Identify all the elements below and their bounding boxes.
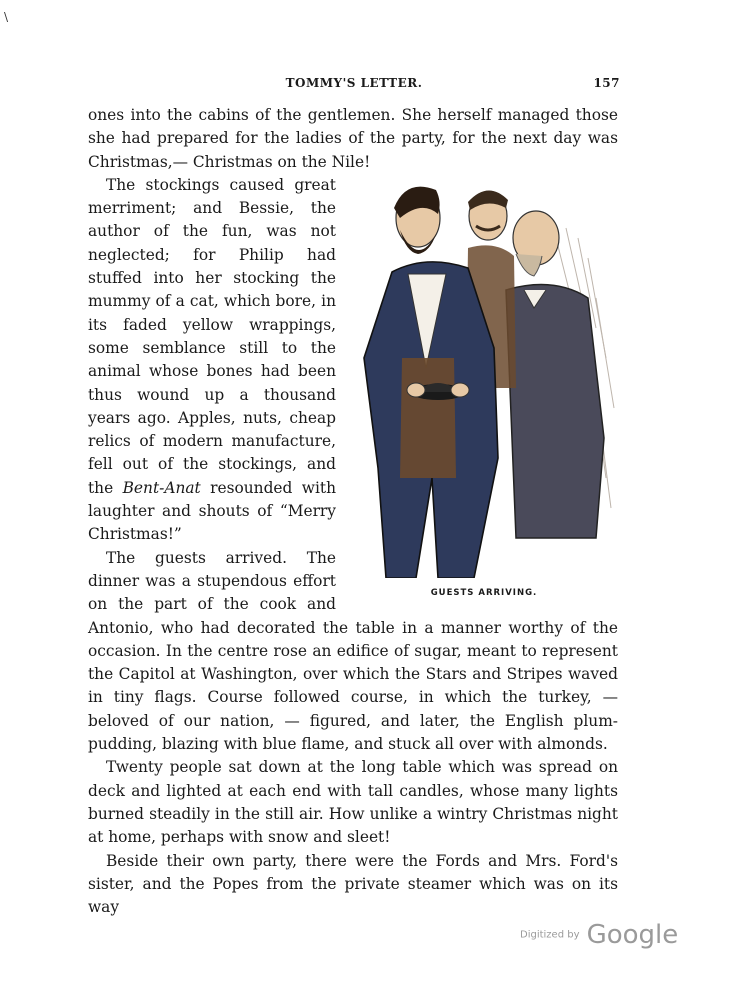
page-number: 157 (593, 76, 620, 90)
ship-name: Bent-Anat (122, 478, 201, 497)
paragraph-1: ones into the cabins of the gentlemen. She herself managed those she had prepared for the ladies of the party, for the next day was Christmas,— Christmas on the Nile! (88, 106, 618, 171)
google-watermark (520, 920, 678, 950)
running-title: TOMMY'S LETTER. (285, 76, 423, 90)
guests-arriving-illustration (356, 178, 618, 578)
illustration-figure (350, 178, 618, 604)
google-logo: Google (586, 920, 679, 950)
body-text (88, 104, 618, 919)
paragraph-2-end: resounded with laughter and shouts of “Merry Christmas!” (88, 478, 336, 544)
paragraph-4: Twenty people sat down at the long table which was spread on deck and lighted at each end with tall candles, whose many lights burned steadily in the still air. How unlike a wintry Christmas night at home, perhaps with snow and sleet! (88, 758, 618, 847)
figure-caption: GUESTS ARRIVING. (430, 587, 538, 598)
running-head (88, 76, 620, 96)
margin-mark: \ (4, 10, 9, 24)
watermark-prefix: Digitized by (520, 929, 580, 941)
paragraph-2-text: The stockings caused great merriment; and Bessie, the author of the fun, was not neglected; for Philip had stuffed into her stocking the mummy of a cat, which bore, in its faded yellow wrappings, some semblance still to the animal whose bones had been thus wound up a thousand years ago. Apples, nuts, cheap relics of modern manufacture, fell out of the stockings, and the (88, 175, 336, 497)
paragraph-5: Beside their own party, there were the Fords and Mrs. Ford's sister, and the Popes from the private steamer which was on its way (88, 851, 618, 917)
paragraph-3: The guests arrived. The dinner was a stupendous effort on the part of the cook and Antonio, who had decorated the table in a manner worthy of the occasion. In the centre rose an edifice of sugar, meant to represent the Capitol at Washington, over which the Stars and Stripes waved in tiny flags. Course followed course, in which the turkey, — beloved of our nation, — figured, and later, the English plum-pudding, blazing with blue flame, and stuck all over with almonds. (88, 548, 618, 754)
